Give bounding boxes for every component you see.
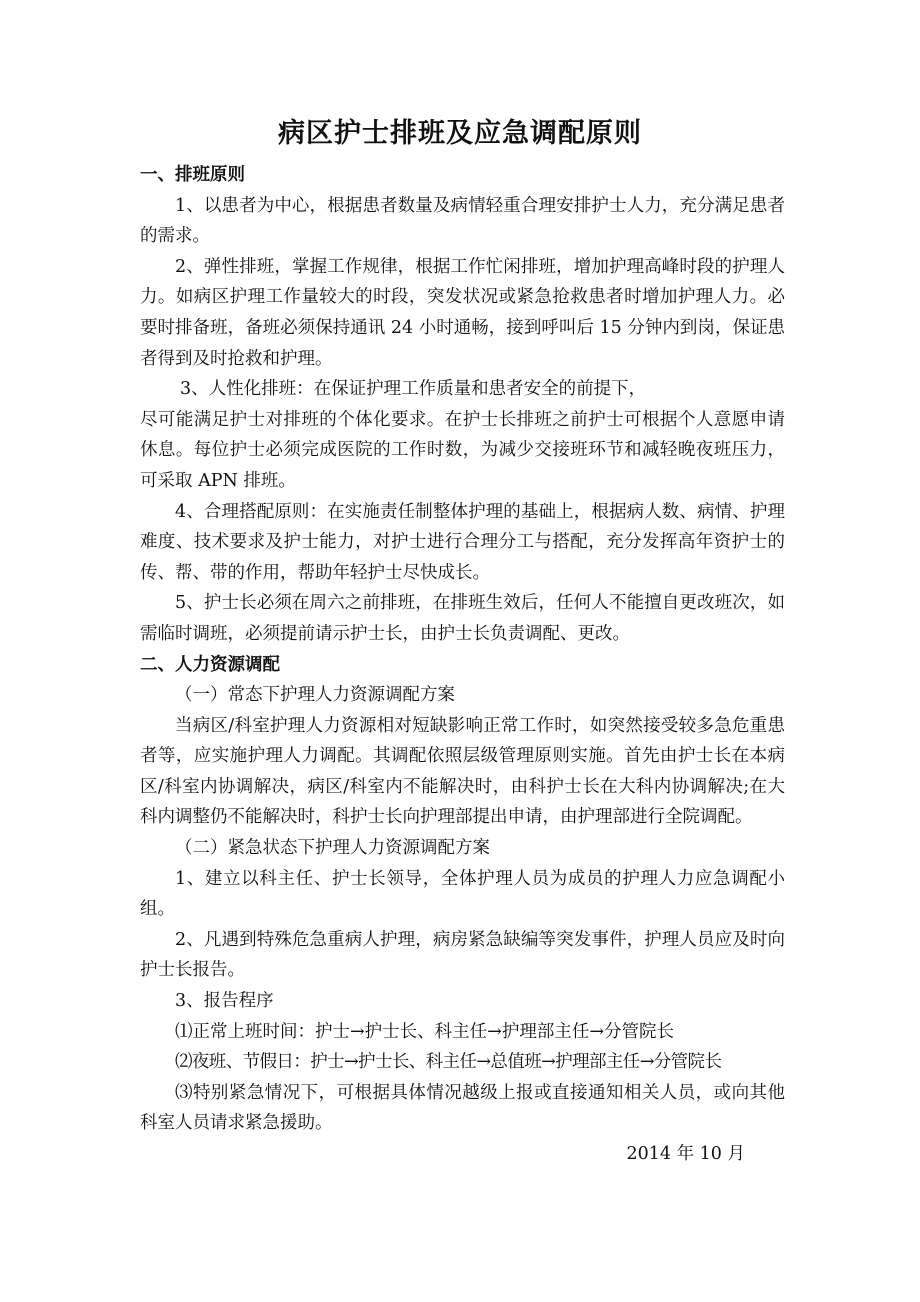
scheduling-paragraph-2: 2、弹性排班，掌握工作规律，根据工作忙闲排班，增加护理高峰时段的护理人力。如病区护理工作量较大的时段，突发状况或紧急抢救患者时增加护理人力。必要时排备班，备班必须保持通讯 24 小时通畅，接到呼叫后 15 分钟内到岗，保证患者得到及时抢救和护理。: [140, 256, 785, 369]
emergency-paragraph-2: 2、凡遇到特殊危急重病人护理，病房紧急缺编等突发事件，护理人员应及时向护士长报告。: [140, 929, 785, 981]
subsection-heading-emergency: （二）紧急状态下护理人力资源调配方案: [175, 838, 490, 859]
scheduling-paragraph-3-rest: 尽可能满足护士对排班的个体化要求。在护士长排班之前护士可根据个人意愿申请休息。每位护士必须完成医院的工作时数，为减少交接班环节和减轻晚夜班压力，可采取 APN 排班。: [140, 409, 785, 491]
scheduling-paragraph-1: 1、以患者为中心，根据患者数量及病情轻重合理安排护士人力，充分满足患者的需求。: [140, 195, 785, 247]
document-date: 2014 年 10 月: [626, 1144, 745, 1164]
scheduling-paragraph-4: 4、合理搭配原则：在实施责任制整体护理的基础上，根据病人数、病情、护理难度、技术要求及护士能力，对护士进行合理分工与搭配，充分发挥高年资护士的传、帮、带的作用，帮助年轻护士尽快成长。: [140, 501, 785, 583]
subsection-heading-normal: （一）常态下护理人力资源调配方案: [175, 685, 455, 706]
reporting-flow-normal-hours: ⑴正常上班时间：护士→护士长、科主任→护理部主任→分管院长: [175, 1021, 674, 1042]
reporting-flow-night-holiday: ⑵夜班、节假日：护士→护士长、科主任→总值班→护理部主任→分管院长: [175, 1052, 722, 1073]
document-title: 病区护士排班及应急调配原则: [278, 118, 642, 149]
section-heading-staffing: 二、人力资源调配: [140, 654, 280, 675]
normal-staffing-paragraph: 当病区/科室护理人力资源相对短缺影响正常工作时，如突然接受较多急危重患者等，应实施护理人力调配。其调配依照层级管理原则实施。首先由护士长在本病区/科室内协调解决，病区/科室内不能解决时，由科护士长在大科内协调解决;在大科内调整仍不能解决时，科护士长向护理部提出申请，由护理部进行全院调配。: [140, 715, 785, 828]
reporting-procedure-heading: 3、报告程序: [175, 991, 274, 1012]
section-heading-scheduling: 一、排班原则: [140, 165, 245, 185]
reporting-flow-emergency: ⑶特别紧急情况下，可根据具体情况越级上报或直接通知相关人员，或向其他科室人员请求紧急援助。: [140, 1082, 785, 1134]
emergency-paragraph-1: 1、建立以科主任、护士长领导，全体护理人员为成员的护理人力应急调配小组。: [140, 868, 785, 920]
scheduling-paragraph-3-first-line: 3、人性化排班：在保证护理工作质量和患者安全的前提下，: [180, 379, 647, 400]
document-body: [140, 160, 785, 1170]
scheduling-paragraph-5: 5、护士长必须在周六之前排班，在排班生效后，任何人不能擅自更改班次，如需临时调班，必须提前请示护士长，由护士长负责调配、更改。: [140, 593, 785, 644]
